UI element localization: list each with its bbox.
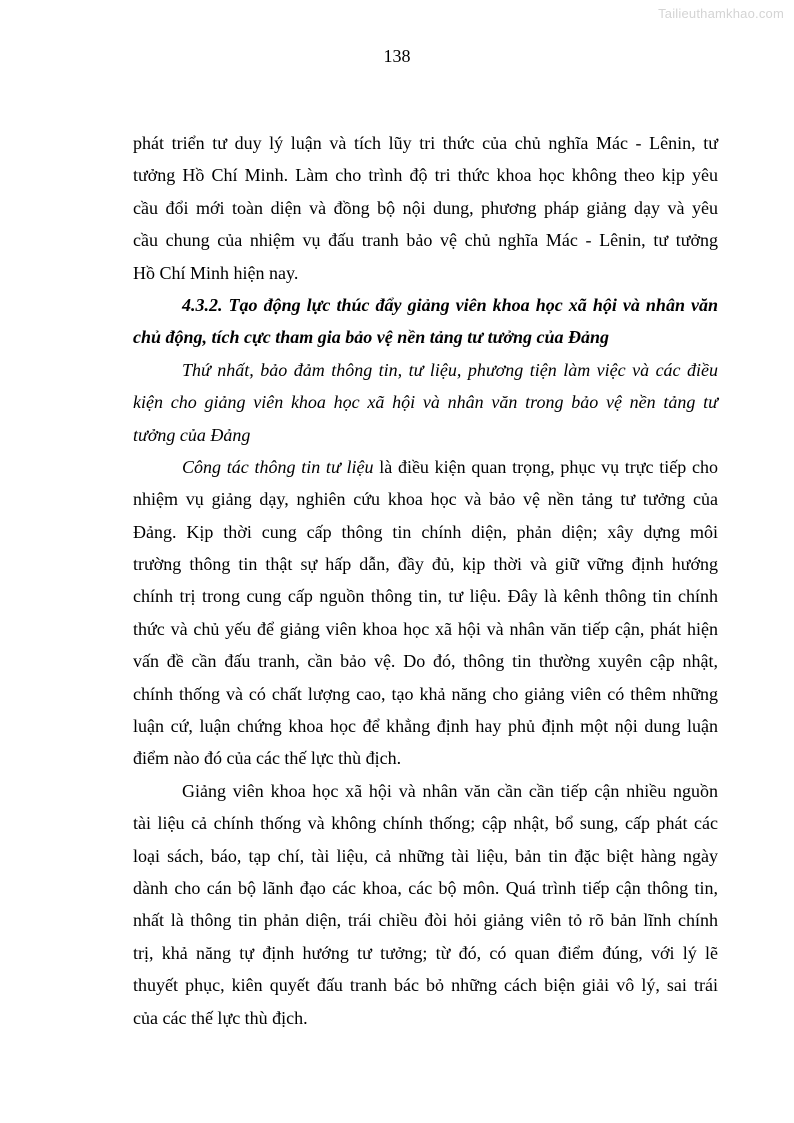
paragraph-line: luận cứ, luận chứng khoa học để khẳng định hay phủ định một nội dung luận: [133, 716, 718, 737]
paragraph-line: chính trị trong cung cấp nguồn thông tin, tư liệu. Đây là kênh thông tin chính: [133, 586, 718, 607]
section-heading: 4.3.2. Tạo động lực thúc đẩy giảng viên khoa học xã hội và nhân văn: [182, 294, 718, 315]
paragraph-line: điểm nào đó của các thế lực thù địch.: [133, 748, 402, 769]
paragraph-line: cầu chung của nhiệm vụ đấu tranh bảo vệ chủ nghĩa Mác - Lênin, tư tưởng: [133, 230, 718, 251]
paragraph-line: cầu đổi mới toàn diện và đồng bộ nội dung, phương pháp giảng dạy và yêu: [133, 197, 718, 218]
page-number: 138: [383, 46, 411, 66]
paragraph-line: Đảng. Kịp thời cung cấp thông tin chính diện, phản diện; xây dựng môi: [133, 521, 718, 542]
paragraph-line: vấn đề cần đấu tranh, cần bảo vệ. Do đó, thông tin thường xuyên cập nhật,: [133, 651, 718, 672]
subheading-line: kiện cho giảng viên khoa học xã hội và nhân văn trong bảo vệ nền tảng tư: [133, 392, 718, 413]
paragraph-line: tưởng Hồ Chí Minh. Làm cho trình độ tri thức khoa học không theo kịp yêu: [133, 165, 718, 186]
paragraph-line: Hồ Chí Minh hiện nay.: [133, 262, 299, 283]
paragraph-line: phát triển tư duy lý luận và tích lũy tri thức của chủ nghĩa Mác - Lênin, tư: [133, 133, 718, 153]
paragraph-line: nhiệm vụ giảng dạy, nghiên cứu khoa học và bảo vệ nền tảng tư tưởng của: [133, 489, 718, 510]
paragraph-line: trị, khả năng tự định hướng tư tưởng; từ đó, có quan điểm đúng, với lý lẽ: [133, 942, 718, 963]
paragraph-text: là điều kiện quan trọng, phục vụ trực tiếp cho: [373, 456, 718, 477]
paragraph-line: dành cho cán bộ lãnh đạo các khoa, các bộ môn. Quá trình tiếp cận thông tin,: [133, 877, 718, 898]
section-heading: chủ động, tích cực tham gia bảo vệ nền tảng tư tưởng của Đảng: [133, 327, 610, 348]
document-body: [133, 127, 718, 1034]
paragraph-line: trường thông tin thật sự hấp dẫn, đầy đủ, kịp thời và giữ vững định hướng: [133, 554, 718, 575]
paragraph-line: loại sách, báo, tạp chí, tài liệu, cả những tài liệu, bản tin đặc biệt hàng ngày: [133, 845, 718, 866]
subheading-line: tưởng của Đảng: [133, 424, 251, 445]
paragraph-line: Giảng viên khoa học xã hội và nhân văn cần cần tiếp cận nhiều nguồn: [182, 780, 718, 801]
emphasis-term: Công tác thông tin tư liệu: [182, 456, 374, 477]
subheading-line: Thứ nhất, bảo đảm thông tin, tư liệu, phương tiện làm việc và các điều: [182, 359, 718, 380]
paragraph-line: thuyết phục, kiên quyết đấu tranh bác bỏ những cách biện giải vô lý, sai trái: [133, 975, 718, 996]
paragraph-line: tài liệu cả chính thống và không chính thống; cập nhật, bổ sung, cấp phát các: [133, 813, 718, 834]
paragraph-line: [133, 451, 718, 483]
paragraph-line: của các thế lực thù địch.: [133, 1007, 308, 1028]
paragraph-line: nhất là thông tin phản diện, trái chiều đòi hỏi giảng viên tỏ rõ bản lĩnh chính: [133, 910, 718, 931]
paragraph-line: thức và chủ yếu để giảng viên khoa học xã hội và nhân văn tiếp cận, phát hiện: [133, 618, 718, 639]
watermark: Tailieuthamkhao.com: [658, 6, 784, 21]
paragraph-line: chính thống và có chất lượng cao, tạo khả năng cho giảng viên có thêm những: [133, 683, 718, 704]
